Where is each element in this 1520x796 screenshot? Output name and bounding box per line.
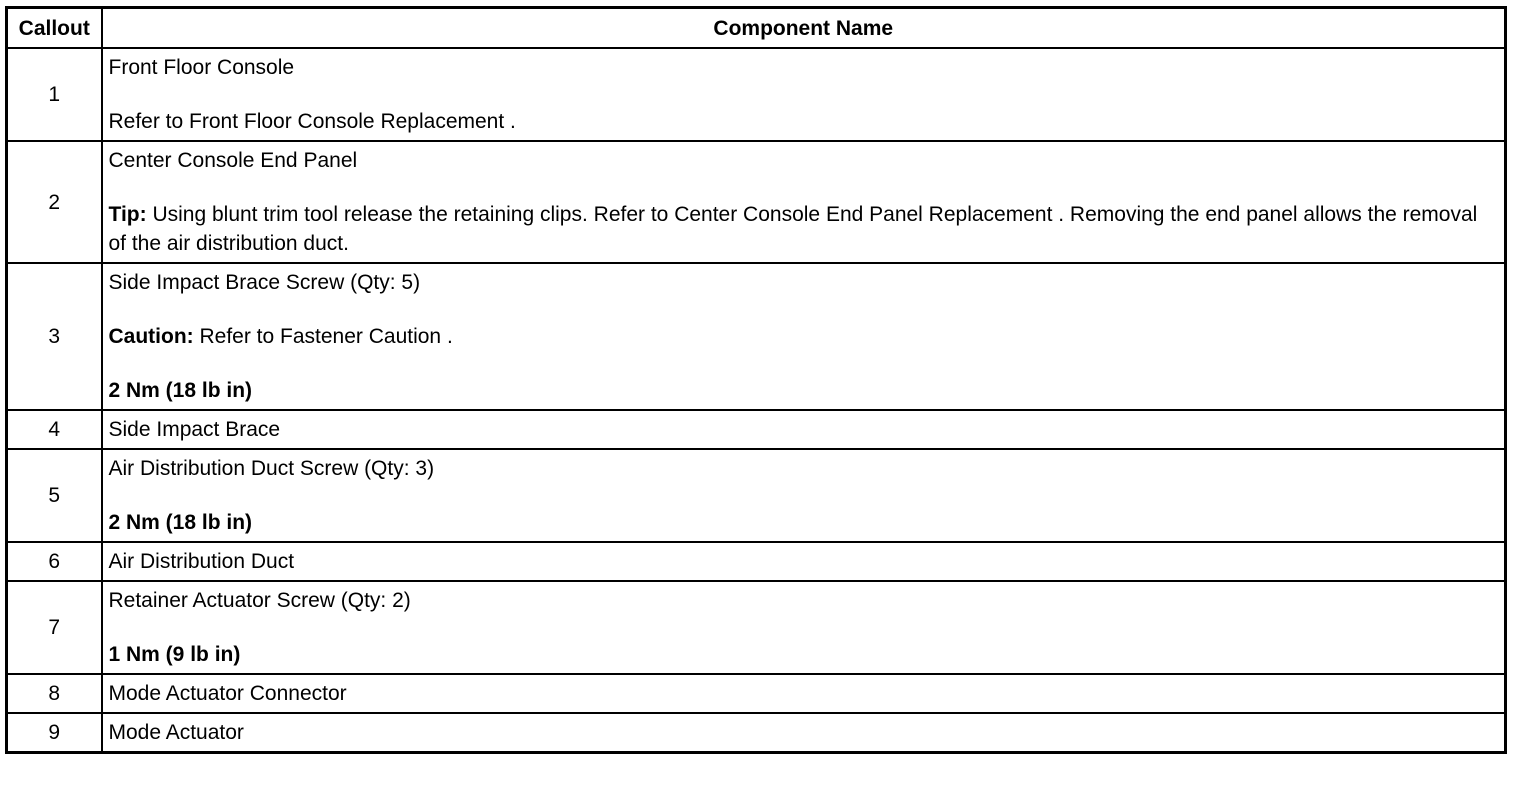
table-row [7, 48, 1506, 141]
callout-number: 5 [7, 449, 102, 542]
table-row [7, 449, 1506, 542]
table-row [7, 141, 1506, 263]
component-cell [102, 674, 1506, 713]
component-cell [102, 581, 1506, 674]
component-cell [102, 713, 1506, 753]
component-name: Center Console End Panel [108, 149, 358, 172]
component-name: Air Distribution Duct [108, 550, 295, 573]
torque-spec: 1 Nm (9 lb in) [108, 643, 241, 666]
component-cell [102, 449, 1506, 542]
table-row [7, 263, 1506, 410]
callout-number: 1 [7, 48, 102, 141]
component-note [109, 107, 1499, 136]
header-callout: Callout [7, 8, 102, 49]
tip-label: Tip: [108, 203, 147, 226]
caution-label: Caution: [108, 325, 194, 348]
callout-number: 8 [7, 674, 102, 713]
component-name: Side Impact Brace Screw (Qty: 5) [108, 271, 421, 294]
table-row [7, 542, 1506, 581]
callout-table [5, 6, 1507, 754]
component-cell [102, 410, 1506, 449]
torque-spec: 2 Nm (18 lb in) [108, 379, 253, 402]
component-cell [102, 48, 1506, 141]
callout-number: 6 [7, 542, 102, 581]
component-cell [102, 263, 1506, 410]
component-cell [102, 542, 1506, 581]
callout-number: 2 [7, 141, 102, 263]
component-name: Side Impact Brace [108, 418, 281, 441]
component-name: Front Floor Console [108, 56, 295, 79]
callout-number: 7 [7, 581, 102, 674]
component-note [109, 200, 1499, 258]
callout-number: 4 [7, 410, 102, 449]
header-row [7, 8, 1506, 49]
component-cell [102, 141, 1506, 263]
torque-spec: 2 Nm (18 lb in) [108, 511, 253, 534]
table-row [7, 713, 1506, 753]
note-text: Refer to Front Floor Console Replacement . [108, 110, 516, 133]
table-row [7, 581, 1506, 674]
component-name: Mode Actuator Connector [108, 682, 347, 705]
component-name: Mode Actuator [108, 721, 244, 744]
component-note [109, 322, 1499, 351]
table-row [7, 410, 1506, 449]
note-text: Using blunt trim tool release the retaining clips. Refer to Center Console End Panel Replacement . Removing the end panel allows the removal of the air distribution duct. [108, 203, 1478, 255]
component-name: Retainer Actuator Screw (Qty: 2) [108, 589, 411, 612]
callout-number: 3 [7, 263, 102, 410]
table-row [7, 674, 1506, 713]
callout-number: 9 [7, 713, 102, 753]
component-name: Air Distribution Duct Screw (Qty: 3) [108, 457, 435, 480]
header-component-name: Component Name [102, 8, 1506, 49]
note-text: Refer to Fastener Caution . [193, 325, 453, 348]
